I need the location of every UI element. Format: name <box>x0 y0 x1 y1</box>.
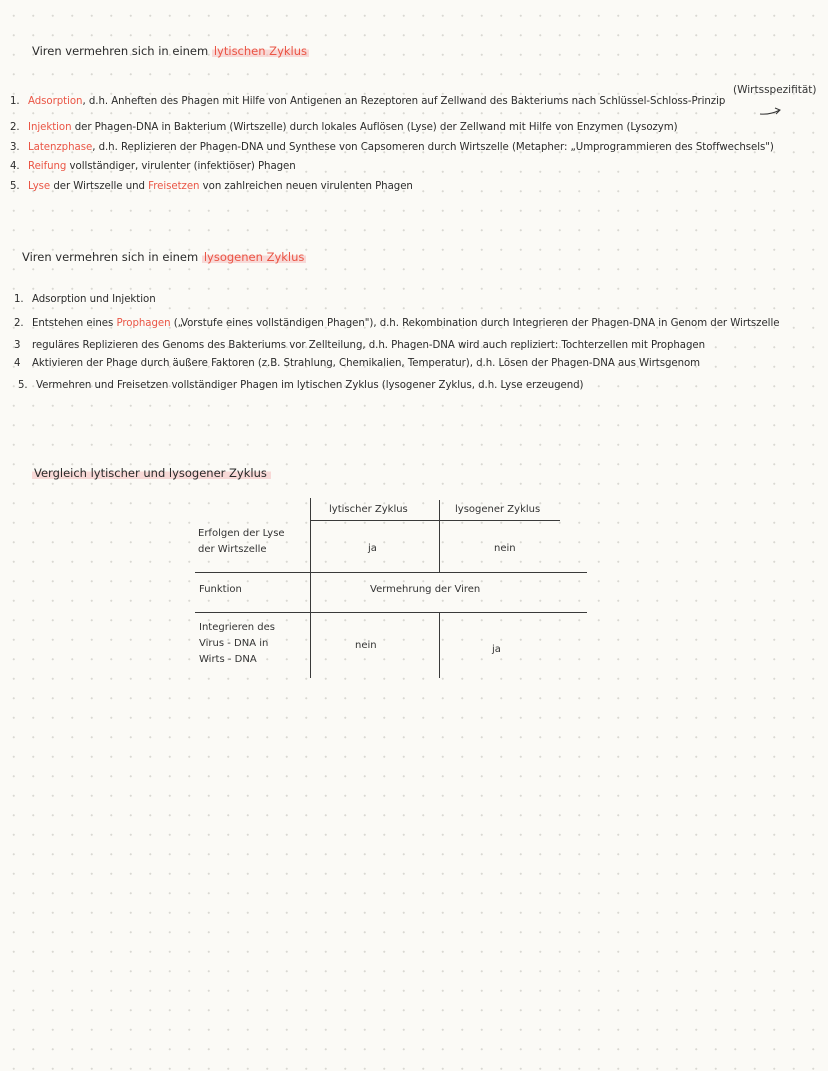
step-text: vollständiger, virulenter (infektiöser) Phagen <box>66 161 296 172</box>
lytic-step-4 <box>10 161 296 172</box>
table-hline-2 <box>195 612 587 613</box>
lytic-step-2 <box>10 122 678 133</box>
step-term: Adsorption <box>28 96 83 107</box>
row-label-integration <box>199 620 275 668</box>
step-text: , d.h. Replizieren der Phagen-DNA und Synthese von Capsomeren durch Wirtszelle (Metapher: „Umprogrammieren des Stoffwechsels") <box>92 142 774 153</box>
table-vline-mid-top <box>439 500 440 572</box>
step-term: Injektion <box>28 122 72 133</box>
host-specificity-note: (Wirtsspezifität) <box>733 84 817 96</box>
lytic-heading-highlight: lytischen Zyklus <box>213 44 308 58</box>
step-text: Vermehren und Freisetzen vollständiger Phagen im lytischen Zyklus (lysogener Zyklus, d.h. Lyse erzeugend) <box>36 380 584 391</box>
step-text: („Vorstufe eines vollständigen Phagen"), d.h. Rekombination durch Integrieren der Phagen-DNA in Genom der Wirtszelle <box>170 318 780 329</box>
step-term: Reifung <box>28 161 67 172</box>
cell-integration-lytic: nein <box>355 640 377 651</box>
step-text: der Phagen-DNA in Bakterium (Wirtszelle) durch lokales Auflösen (Lyse) der Zellwand mit Hilfe von Enzymen (Lysozym) <box>71 122 678 133</box>
column-header-lysogenic: lysogener Zyklus <box>455 504 541 515</box>
row-label-line: Wirts - DNA <box>199 654 257 665</box>
row-label-line: Virus - DNA in <box>199 638 269 649</box>
step-text: der Wirtszelle und <box>50 181 149 192</box>
cell-lysis-lysogenic: nein <box>494 543 516 554</box>
table-hline-1 <box>195 572 587 573</box>
lysogenic-step-2 <box>14 318 779 329</box>
lysogenic-step-3 <box>14 340 705 351</box>
step-number: 5. <box>10 181 20 192</box>
step-number: 4 <box>14 358 21 369</box>
comparison-heading-text: Vergleich lytischer und lysogener Zyklus <box>32 466 271 480</box>
step-number: 5. <box>18 380 28 391</box>
lysogenic-step-5 <box>18 380 583 391</box>
row-label-function: Funktion <box>199 584 242 595</box>
step-term: Prophagen <box>116 318 171 329</box>
lytic-step-5 <box>10 181 413 192</box>
step-number: 3 <box>14 340 21 351</box>
step-term: Lyse <box>28 181 51 192</box>
lytic-heading <box>32 44 309 58</box>
step-text: Adsorption und Injektion <box>32 294 156 305</box>
row-label-line: Integrieren des <box>199 622 276 633</box>
arrow-icon <box>758 105 784 119</box>
lytic-heading-prefix: Viren vermehren sich in einem <box>32 44 212 58</box>
lytic-step-3 <box>10 142 774 153</box>
step-number: 1. <box>10 96 20 107</box>
table-vline-left <box>310 498 311 678</box>
row-label-line: Erfolgen der Lyse <box>198 528 285 539</box>
lysogenic-step-1 <box>14 294 156 305</box>
step-pre: Entstehen eines <box>32 318 117 329</box>
step-text: reguläres Replizieren des Genoms des Bakteriums vor Zellteilung, d.h. Phagen-DNA wird auch repliziert: Tochterzellen mit Prophagen <box>32 340 706 351</box>
table-hline-header <box>310 520 560 521</box>
step-number: 2. <box>10 122 20 133</box>
step-number: 4. <box>10 161 20 172</box>
step-number: 2. <box>14 318 24 329</box>
step-number: 3. <box>10 142 20 153</box>
cell-lysis-lytic: ja <box>368 543 377 554</box>
step-number: 1. <box>14 294 24 305</box>
lysogenic-heading <box>22 250 306 264</box>
step-text: Aktivieren der Phage durch äußere Faktoren (z.B. Strahlung, Chemikalien, Temperatur), d.h. Lösen der Phagen-DNA aus Wirtsgenom <box>32 358 701 369</box>
step-term-2: Freisetzen <box>148 181 200 192</box>
cell-function: Vermehrung der Viren <box>370 584 481 595</box>
lysogenic-step-4 <box>14 358 700 369</box>
step-text: , d.h. Anheften des Phagen mit Hilfe von Antigenen an Rezeptoren auf Zellwand des Bakteriums nach Schlüssel-Schloss-Prinzip <box>82 96 726 107</box>
lysogenic-heading-highlight: lysogenen Zyklus <box>203 250 305 264</box>
step-term: Latenzphase <box>28 142 93 153</box>
step-text-2: von zahlreichen neuen virulenten Phagen <box>199 181 413 192</box>
table-vline-mid-bottom <box>439 612 440 678</box>
lysogenic-heading-prefix: Viren vermehren sich in einem <box>22 250 202 264</box>
column-header-lytic: lytischer Zyklus <box>329 504 408 515</box>
row-label-lysis <box>198 526 285 558</box>
lytic-step-1 <box>10 96 725 107</box>
row-label-line: der Wirtszelle <box>198 544 267 555</box>
cell-integration-lysogenic: ja <box>492 644 501 655</box>
comparison-heading <box>32 466 271 480</box>
